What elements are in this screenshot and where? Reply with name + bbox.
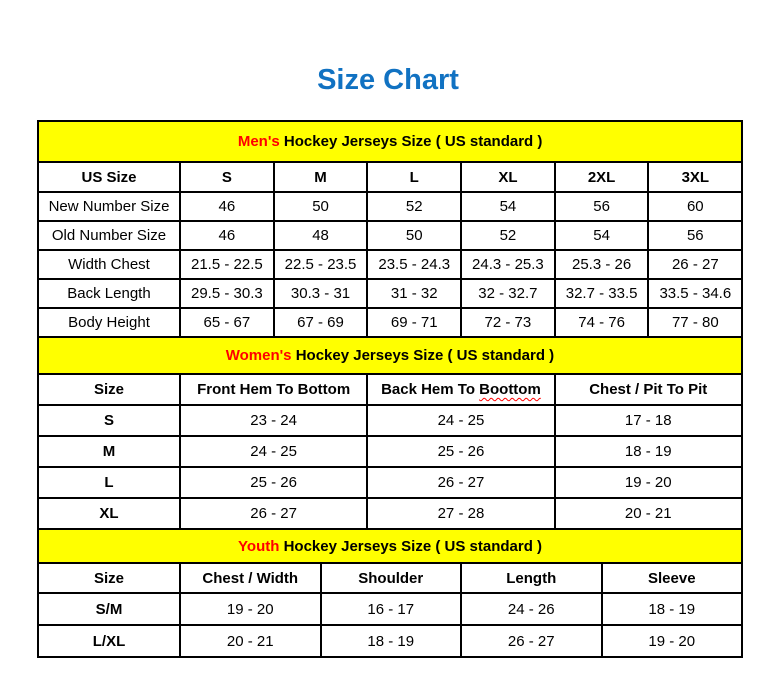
size-value-cell: 24 - 25 <box>180 436 367 467</box>
mens-band-row <box>38 121 742 162</box>
size-value-cell: 52 <box>367 192 461 221</box>
size-value-cell: 17 - 18 <box>555 405 742 436</box>
size-value-cell: 33.5 - 34.6 <box>648 279 742 308</box>
size-value-cell: 26 - 27 <box>367 467 554 498</box>
size-value-cell: 20 - 21 <box>180 625 321 657</box>
womens-band-title: Hockey Jerseys Size ( US standard ) <box>295 347 555 364</box>
row-label: S <box>38 405 180 436</box>
table-row <box>38 279 742 308</box>
table-row <box>38 250 742 279</box>
size-value-cell: 24.3 - 25.3 <box>461 250 555 279</box>
size-value-cell: 46 <box>180 192 274 221</box>
size-value-cell: 25 - 26 <box>180 467 367 498</box>
row-label: L <box>38 467 180 498</box>
size-value-cell: 56 <box>555 192 649 221</box>
size-value-cell: 54 <box>555 221 649 250</box>
row-label: New Number Size <box>38 192 180 221</box>
size-value-cell: 19 - 20 <box>602 625 743 657</box>
size-value-cell: 24 - 25 <box>367 405 554 436</box>
column-header-xl: XL <box>461 162 555 192</box>
mens-band-title: Hockey Jerseys Size ( US standard ) <box>283 133 543 150</box>
back-hem-misspelled-word: Boottom <box>479 381 541 398</box>
column-header-size: Size <box>38 563 180 593</box>
size-value-cell: 56 <box>648 221 742 250</box>
column-header-back-hem <box>367 374 554 405</box>
womens-band-red-word: Women's <box>225 347 292 364</box>
womens-section-band <box>38 337 742 374</box>
size-value-cell: 18 - 19 <box>321 625 462 657</box>
size-value-cell: 19 - 20 <box>180 593 321 625</box>
size-value-cell: 32 - 32.7 <box>461 279 555 308</box>
size-value-cell: 50 <box>274 192 368 221</box>
table-row <box>38 192 742 221</box>
page-title: Size Chart <box>317 64 459 96</box>
size-value-cell: 23.5 - 24.3 <box>367 250 461 279</box>
table-row <box>38 405 742 436</box>
row-label: Back Length <box>38 279 180 308</box>
mens-header-row <box>38 162 742 192</box>
womens-header-row <box>38 374 742 405</box>
column-header-m: M <box>274 162 368 192</box>
size-value-cell: 46 <box>180 221 274 250</box>
size-value-cell: 18 - 19 <box>555 436 742 467</box>
table-row <box>38 467 742 498</box>
row-label: Old Number Size <box>38 221 180 250</box>
size-value-cell: 74 - 76 <box>555 308 649 337</box>
size-value-cell: 25 - 26 <box>367 436 554 467</box>
size-tables-container <box>37 120 741 658</box>
row-label: S/M <box>38 593 180 625</box>
mens-size-table <box>37 120 743 338</box>
size-value-cell: 60 <box>648 192 742 221</box>
row-label: L/XL <box>38 625 180 657</box>
size-value-cell: 69 - 71 <box>367 308 461 337</box>
mens-section-band <box>38 121 742 162</box>
row-label: Body Height <box>38 308 180 337</box>
size-value-cell: 26 - 27 <box>180 498 367 529</box>
row-label: XL <box>38 498 180 529</box>
size-value-cell: 67 - 69 <box>274 308 368 337</box>
size-value-cell: 65 - 67 <box>180 308 274 337</box>
column-header-length: Length <box>461 563 602 593</box>
column-header-us-size: US Size <box>38 162 180 192</box>
size-value-cell: 20 - 21 <box>555 498 742 529</box>
size-value-cell: 27 - 28 <box>367 498 554 529</box>
column-header-s: S <box>180 162 274 192</box>
size-value-cell: 30.3 - 31 <box>274 279 368 308</box>
column-header-2xl: 2XL <box>555 162 649 192</box>
back-hem-prefix: Back Hem To <box>381 381 475 398</box>
size-value-cell: 21.5 - 22.5 <box>180 250 274 279</box>
size-value-cell: 29.5 - 30.3 <box>180 279 274 308</box>
size-value-cell: 52 <box>461 221 555 250</box>
row-label: Width Chest <box>38 250 180 279</box>
column-header-chest-pit: Chest / Pit To Pit <box>555 374 742 405</box>
column-header-3xl: 3XL <box>648 162 742 192</box>
size-value-cell: 50 <box>367 221 461 250</box>
column-header-shoulder: Shoulder <box>321 563 462 593</box>
size-value-cell: 48 <box>274 221 368 250</box>
youth-band-red-word: Youth <box>238 537 280 555</box>
table-row <box>38 221 742 250</box>
size-value-cell: 32.7 - 33.5 <box>555 279 649 308</box>
size-value-cell: 25.3 - 26 <box>555 250 649 279</box>
size-value-cell: 26 - 27 <box>648 250 742 279</box>
youth-section-band <box>38 529 742 563</box>
size-value-cell: 72 - 73 <box>461 308 555 337</box>
youth-band-row <box>38 529 742 563</box>
size-value-cell: 19 - 20 <box>555 467 742 498</box>
womens-size-table <box>37 336 743 530</box>
youth-band-title: Hockey Jerseys Size ( US standard ) <box>283 537 543 555</box>
table-row <box>38 308 742 337</box>
size-value-cell: 77 - 80 <box>648 308 742 337</box>
mens-band-red-word: Men's <box>237 133 280 150</box>
size-value-cell: 24 - 26 <box>461 593 602 625</box>
column-header-size: Size <box>38 374 180 405</box>
table-row <box>38 625 742 657</box>
youth-size-table <box>37 528 743 658</box>
table-row <box>38 593 742 625</box>
size-value-cell: 54 <box>461 192 555 221</box>
table-row <box>38 436 742 467</box>
row-label: M <box>38 436 180 467</box>
column-header-l: L <box>367 162 461 192</box>
size-value-cell: 31 - 32 <box>367 279 461 308</box>
column-header-front-hem: Front Hem To Bottom <box>180 374 367 405</box>
youth-header-row <box>38 563 742 593</box>
size-value-cell: 22.5 - 23.5 <box>274 250 368 279</box>
table-row <box>38 498 742 529</box>
column-header-sleeve: Sleeve <box>602 563 743 593</box>
womens-band-row <box>38 337 742 374</box>
size-value-cell: 18 - 19 <box>602 593 743 625</box>
size-value-cell: 16 - 17 <box>321 593 462 625</box>
column-header-chest-width: Chest / Width <box>180 563 321 593</box>
size-value-cell: 26 - 27 <box>461 625 602 657</box>
size-value-cell: 23 - 24 <box>180 405 367 436</box>
